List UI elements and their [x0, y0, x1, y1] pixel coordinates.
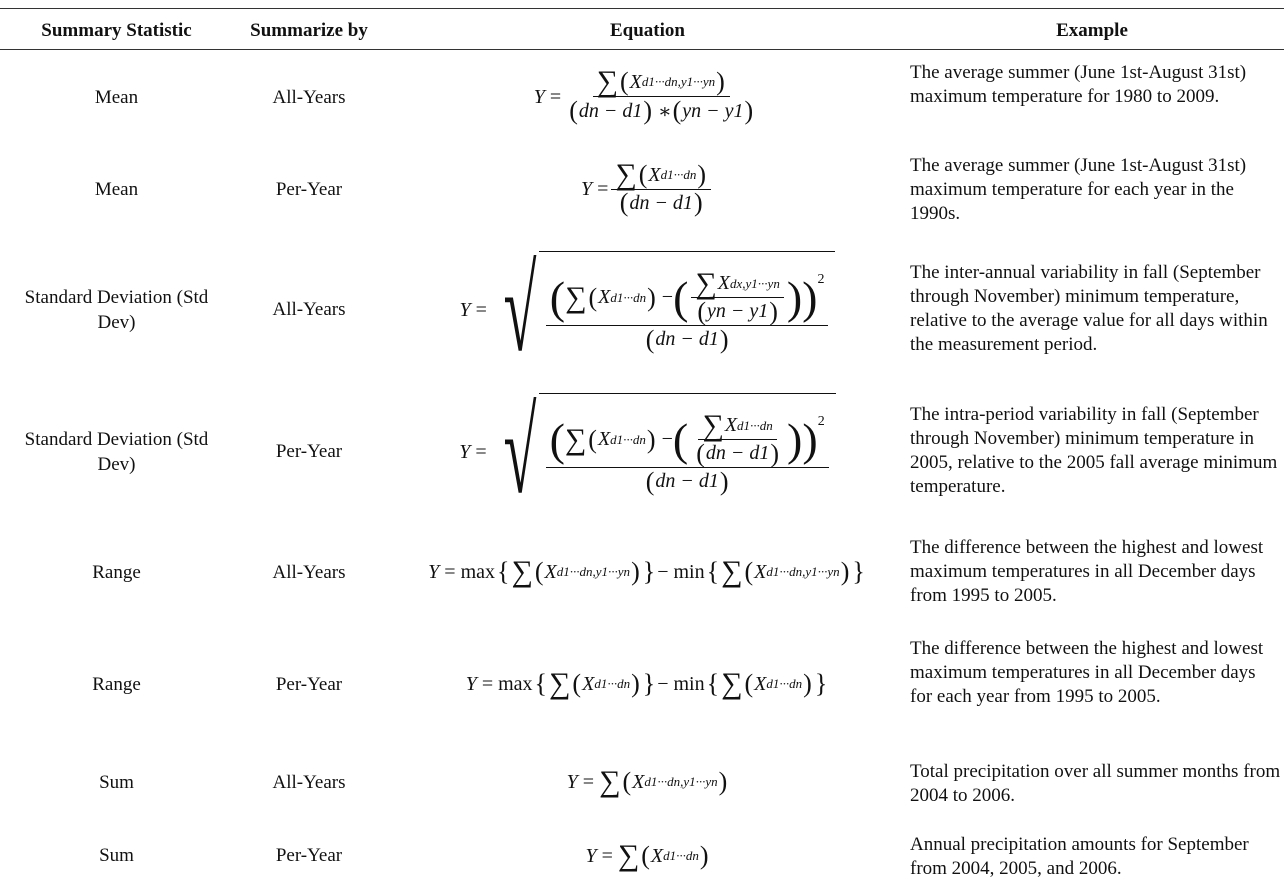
row-1-example: The average summer (June 1st-August 31st) maximum temperature for 1980 to 2009.	[910, 62, 1247, 107]
header-statistic: Summary Statistic	[41, 19, 192, 41]
row-7-equation: Y = ∑ ( X d1···dn,y1···yn )	[566, 765, 728, 798]
row-8-equation: Y = ∑ ( X d1···dn )	[585, 839, 709, 872]
row-6-summarize-by: Per-Year	[275, 673, 343, 695]
row-1-summarize-by: All-Years	[272, 86, 346, 108]
row-4-summarize-by: Per-Year	[275, 440, 343, 462]
row-3-summarize-by: All-Years	[272, 298, 346, 320]
row-7-statistic: Sum	[99, 771, 134, 793]
row-5-statistic: Range	[92, 561, 141, 583]
row-2-example: The average summer (June 1st-August 31st) maximum temperature for each year in the 1990s.	[910, 155, 1247, 224]
row-1-equation: Y = ∑ ( X d1···dn,y1···yn ) ( dn − d1 ) ∗ ( yn − y1 )	[533, 65, 754, 125]
row-7-example: Total precipitation over all summer months from 2004 to 2006.	[910, 761, 1281, 806]
row-1-statistic: Mean	[94, 86, 139, 108]
row-6-statistic: Range	[92, 673, 141, 695]
row-4-example: The intra-period variability in fall (September through November) minimum temperature in 2005, relative to the 2005 fall average minimum temperature.	[910, 404, 1278, 497]
row-2-statistic: Mean	[94, 178, 139, 200]
row-8-summarize-by: Per-Year	[275, 844, 343, 866]
header-summarize-by: Summarize by	[250, 19, 368, 41]
row-7-summarize-by: All-Years	[272, 771, 346, 793]
top-rule	[0, 8, 1284, 9]
row-5-example: The difference between the highest and lowest maximum temperatures in all December days from 1995 to 2005.	[910, 537, 1264, 606]
row-2-equation: Y = ∑ ( X d1···dn ) ( dn − d1 )	[395, 152, 900, 226]
row-6-equation: Y = max { ∑ ( X d1···dn ) } − min { ∑ ( X d1···dn ) }	[465, 667, 828, 700]
header-example: Example	[1056, 19, 1128, 41]
row-4-equation: Y = √ ( ∑ ( X d1···dn ) − ( ∑ X d1···dn ( dn − d1 ) ) ) $^2$ ( dn − d1 )	[395, 388, 900, 516]
row-2-summarize-by: Per-Year	[275, 178, 343, 200]
header-rule	[0, 49, 1284, 50]
row-4-statistic: Standard Deviation (Std Dev)	[24, 429, 209, 475]
row-5-summarize-by: All-Years	[272, 561, 346, 583]
row-6-example: The difference between the highest and lowest maximum temperatures in all December days for each year from 1995 to 2005.	[910, 638, 1264, 707]
row-8-example: Annual precipitation amounts for September from 2004, 2005, and 2006.	[910, 834, 1249, 879]
row-8-statistic: Sum	[99, 844, 134, 866]
row-5-equation: Y = max { ∑ ( X d1···dn,y1···yn ) } − min { ∑ ( X d1···dn,y1···yn ) }	[428, 555, 865, 588]
row-3-equation: Y = √ ( ∑ ( X d1···dn ) − ( ∑ X dx,y1···yn ( yn − y1 ) ) ) $^2$ ( dn − d1 )	[395, 246, 900, 374]
header-equation: Equation	[610, 19, 685, 41]
row-3-statistic: Standard Deviation (Std Dev)	[24, 287, 209, 333]
row-3-example: The inter-annual variability in fall (September through November) minimum temperature, relative to the average value for all days within the measurement period.	[910, 262, 1268, 355]
